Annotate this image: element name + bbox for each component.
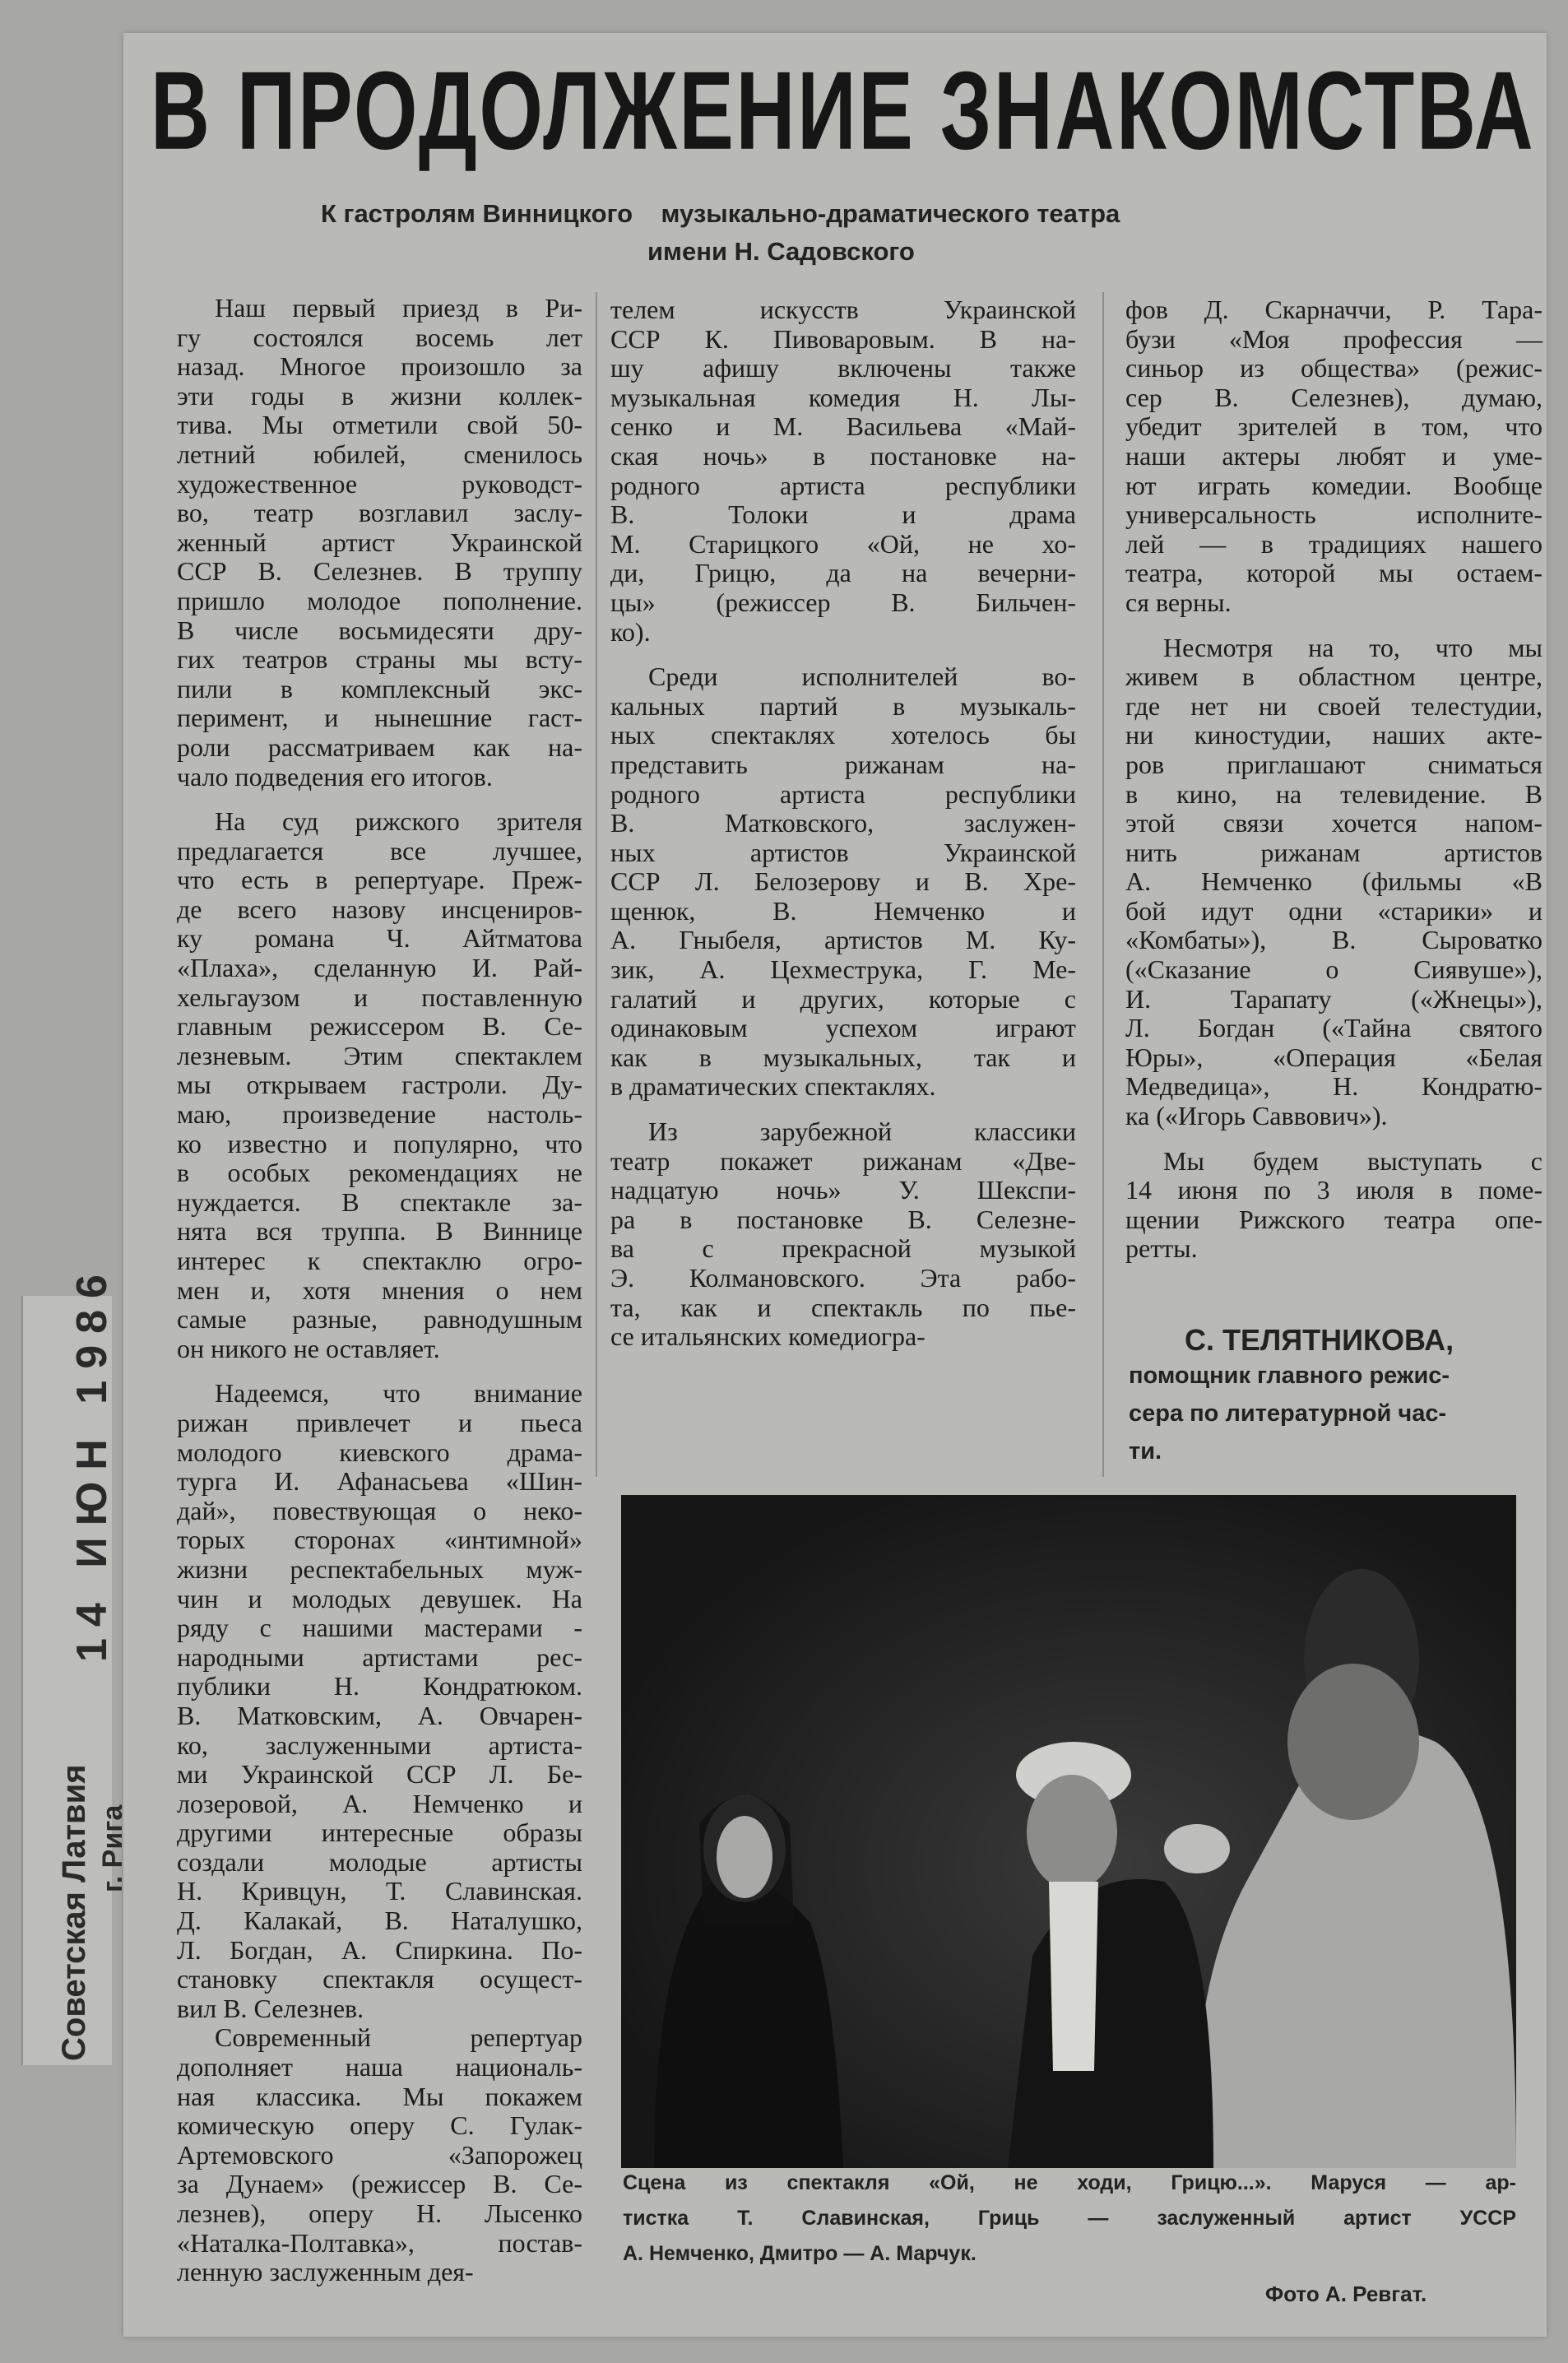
text-line: маю, произведение настоль- bbox=[177, 1099, 582, 1130]
text-line: ных артистов Украинской bbox=[610, 837, 1076, 867]
text-line: комическую оперу С. Гулак- bbox=[177, 2110, 582, 2141]
text-line: вил В. Селезнев. bbox=[177, 1993, 364, 2023]
text-line: перимент, и нынешние гаст- bbox=[177, 703, 582, 733]
article-column-3 bbox=[1125, 295, 1542, 1264]
text-line: представить рижанам на- bbox=[610, 749, 1076, 779]
text-line: Из зарубежной классики bbox=[648, 1117, 1076, 1147]
text-line: убедит зрителей в том, что bbox=[1125, 411, 1542, 442]
text-line: ют играть комедии. Вообще bbox=[1125, 470, 1542, 500]
text-line: ретты. bbox=[1125, 1233, 1198, 1264]
text-line: Н. Кривцун, Т. Славинская. bbox=[177, 1876, 582, 1906]
text-line: летний юбилей, сменилось bbox=[177, 439, 582, 469]
text-line: Мы будем выступать с bbox=[1163, 1145, 1542, 1176]
text-line: ва с прекрасной музыкой bbox=[610, 1233, 1076, 1264]
text-line: ди, Грицю, да на вечерни- bbox=[610, 558, 1076, 588]
text-line: Медведица», Н. Кондратю- bbox=[1125, 1071, 1542, 1102]
text-line: пришло молодое пополнение. bbox=[177, 585, 582, 615]
text-line: Юры», «Операция «Белая bbox=[1125, 1042, 1542, 1072]
text-line: ская ночь» в постановке на- bbox=[610, 440, 1076, 471]
paragraph-gap bbox=[610, 647, 1076, 662]
text-line: В. Матковского, заслужен- bbox=[610, 808, 1076, 838]
text-line: мен и, хотя мнения о нем bbox=[177, 1274, 582, 1305]
text-line: дай», повествующая о неко- bbox=[177, 1495, 582, 1525]
text-line: бой идут одни «старики» и bbox=[1125, 895, 1542, 926]
text-line: молодого киевского драма- bbox=[177, 1437, 582, 1467]
text-line: ров приглашают сниматься bbox=[1125, 749, 1542, 779]
text-line: ССР К. Пивоваровым. В на- bbox=[610, 323, 1076, 354]
text-line: чин и молодых девушек. На bbox=[177, 1583, 582, 1613]
text-line: универсальность исполните- bbox=[1125, 499, 1542, 530]
text-line: рижан привлечет и пьеса bbox=[177, 1407, 582, 1437]
text-line: мы открываем гастроли. Ду- bbox=[177, 1070, 582, 1100]
text-line: ко). bbox=[610, 616, 651, 647]
text-line: ра в постановке В. Селезне- bbox=[610, 1204, 1076, 1234]
text-line: интерес к спектаклю огро- bbox=[177, 1246, 582, 1275]
text-line: ССР В. Селезнев. В труппу bbox=[177, 556, 582, 587]
text-line: пили в комплексный экс- bbox=[177, 673, 582, 703]
text-line: ССР Л. Белозерову и В. Хре- bbox=[610, 866, 1076, 897]
text-line: ных спектаклях хотелось бы bbox=[610, 720, 1076, 750]
text-line: На суд рижского зрителя bbox=[215, 806, 582, 837]
text-line: щенюк, В. Немченко и bbox=[610, 895, 1076, 926]
text-line: «Комбаты»), В. Сыроватко bbox=[1125, 925, 1542, 955]
text-line: 14 июня по 3 июля в поме- bbox=[1125, 1175, 1542, 1205]
text-line: музыкальная комедия Н. Лы- bbox=[610, 382, 1076, 412]
text-line: ряду с нашими мастерами - bbox=[177, 1613, 582, 1643]
text-line: становку спектакля осущест- bbox=[177, 1964, 582, 1994]
text-line: де всего назову инсцениров- bbox=[177, 894, 582, 924]
text-line: фов Д. Скарначчи, Р. Тара- bbox=[1125, 295, 1542, 324]
article-subtitle-line2: имени Н. Садовского bbox=[647, 237, 915, 266]
text-line: бузи «Моя профессия — bbox=[1125, 323, 1542, 354]
paragraph-gap bbox=[177, 792, 582, 807]
paragraph-gap bbox=[610, 1102, 1076, 1117]
text-line: ко известно и популярно, что bbox=[177, 1128, 582, 1158]
text-line: в драматических спектаклях. bbox=[610, 1071, 936, 1102]
text-line: М. Старицкого «Ой, не хо- bbox=[610, 528, 1076, 559]
article-title: В ПРОДОЛЖЕНИЕ ЗНАКОМСТВА bbox=[151, 48, 1536, 173]
text-line: сер В. Селезнев), думаю, bbox=[1125, 382, 1542, 412]
author-role: сера по литературной час- bbox=[1129, 1400, 1447, 1427]
photo-caption: Сцена из спектакля «Ой, не ходи, Грицю...». Маруся — ар- bbox=[623, 2171, 1516, 2194]
text-line: эти годы в жизни коллек- bbox=[177, 380, 582, 411]
text-line: торых сторонах «интимной» bbox=[177, 1525, 582, 1555]
text-line: гу состоялся восемь лет bbox=[177, 322, 582, 352]
text-line: чало подведения его итогов. bbox=[177, 761, 493, 792]
text-line: лозеровой, А. Немченко и bbox=[177, 1788, 582, 1818]
text-line: художественное руководст- bbox=[177, 468, 582, 499]
text-line: В. Матковским, А. Овчарен- bbox=[177, 1700, 582, 1730]
paragraph-gap bbox=[1125, 618, 1542, 634]
text-line: как в музыкальных, так и bbox=[610, 1042, 1076, 1072]
text-line: щении Рижского театра опе- bbox=[1125, 1204, 1542, 1234]
text-line: Надеемся, что внимание bbox=[215, 1378, 582, 1409]
photo-caption: А. Немченко, Дмитро — А. Марчук. bbox=[623, 2242, 977, 2265]
text-line: роли рассматриваем как на- bbox=[177, 731, 582, 762]
text-line: лезневым. Этим спектаклем bbox=[177, 1040, 582, 1070]
text-line: турга И. Афанасьева «Шин- bbox=[177, 1466, 582, 1497]
text-line: одинаковым успехом играют bbox=[610, 1013, 1076, 1043]
text-line: Несмотря на то, что мы bbox=[1163, 632, 1542, 662]
text-line: Л. Богдан, А. Спиркина. По- bbox=[177, 1934, 582, 1965]
text-line: главным режиссером В. Се- bbox=[177, 1011, 582, 1042]
photo-credit: Фото А. Ревгат. bbox=[1265, 2282, 1427, 2306]
text-line: за Дунаем» (режиссер В. Се- bbox=[177, 2169, 582, 2199]
text-line: се итальянских комедиогра- bbox=[610, 1321, 925, 1352]
stamp-date: 14 ИЮН 1986 bbox=[68, 1263, 116, 1662]
text-line: где нет ни своей телестудии, bbox=[1125, 690, 1542, 721]
text-line: галатий и других, которые с bbox=[610, 983, 1076, 1014]
text-line: Э. Колмановского. Эта рабо- bbox=[610, 1263, 1076, 1293]
article-subtitle: К гастролям Винницкого музыкально-драматического театра bbox=[321, 199, 1120, 228]
text-line: цы» (режиссер В. Бильчен- bbox=[610, 587, 1076, 617]
text-line: тива. Мы отметили свой 50- bbox=[177, 410, 582, 440]
paragraph-gap bbox=[1125, 1131, 1542, 1147]
text-line: нить рижанам артистов bbox=[1125, 837, 1542, 867]
text-line: народными артистами рес- bbox=[177, 1641, 582, 1672]
text-line: А. Гныбеля, артистов М. Ку- bbox=[610, 925, 1076, 955]
paragraph-gap bbox=[177, 1363, 582, 1379]
text-line: во, театр возглавил заслу- bbox=[177, 498, 582, 528]
author-name: С. ТЕЛЯТНИКОВА, bbox=[1185, 1323, 1454, 1357]
text-line: В числе восьмидесяти дру- bbox=[177, 615, 582, 645]
text-line: ко, заслуженными артиста- bbox=[177, 1729, 582, 1760]
text-line: нята вся труппа. В Виннице bbox=[177, 1216, 582, 1246]
text-line: публики Н. Кондратюком. bbox=[177, 1671, 582, 1701]
text-line: живем в областном центре, bbox=[1125, 662, 1542, 692]
stamp-newspaper: Советская Латвия bbox=[56, 1764, 92, 2061]
text-line: назад. Многое произошло за bbox=[177, 351, 582, 382]
text-line: ми Украинской ССР Л. Бе- bbox=[177, 1759, 582, 1790]
column-divider bbox=[596, 292, 597, 1477]
stamp-city: г. Рига bbox=[97, 1804, 128, 1892]
text-line: Среди исполнителей во- bbox=[648, 662, 1076, 692]
text-line: что есть в репертуаре. Преж- bbox=[177, 865, 582, 895]
text-line: другими интересные образы bbox=[177, 1818, 582, 1848]
text-line: предлагается все лучшее, bbox=[177, 835, 582, 866]
text-line: дополняет наша националь- bbox=[177, 2052, 582, 2082]
text-line: жизни респектабельных муж- bbox=[177, 1553, 582, 1584]
text-line: Наш первый приезд в Ри- bbox=[215, 293, 582, 323]
text-line: самые разные, равнодушным bbox=[177, 1304, 582, 1335]
text-line: ку романа Ч. Айтматова bbox=[177, 923, 582, 954]
text-line: Артемовского «Запорожец bbox=[177, 2139, 582, 2170]
text-line: женный артист Украинской bbox=[177, 527, 582, 557]
text-line: театра, которой мы остаем- bbox=[1125, 558, 1542, 588]
text-line: «Плаха», сделанную И. Рай- bbox=[177, 953, 582, 983]
theatre-scene-photo bbox=[621, 1495, 1516, 2168]
text-line: создали молодые артисты bbox=[177, 1846, 582, 1877]
text-line: сенко и М. Васильева «Май- bbox=[610, 411, 1076, 442]
article-column-2 bbox=[610, 295, 1076, 1352]
text-line: И. Тарапату («Жнецы»), bbox=[1125, 983, 1542, 1014]
text-line: «Наталка-Полтавка», постав- bbox=[177, 2227, 582, 2258]
text-line: лезнев), оперу Н. Лысенко bbox=[177, 2198, 582, 2228]
text-line: родного артиста республики bbox=[610, 470, 1076, 500]
text-line: шу афишу включены также bbox=[610, 353, 1076, 383]
column-divider bbox=[1102, 292, 1104, 1477]
text-line: Современный репертуар bbox=[215, 2022, 582, 2053]
text-line: та, как и спектакль по пье- bbox=[610, 1292, 1076, 1322]
text-line: Л. Богдан («Тайна святого bbox=[1125, 1013, 1542, 1043]
photo-caption: тистка Т. Славинская, Гриць — заслуженный артист УССР bbox=[623, 2207, 1516, 2230]
text-line: Д. Калакай, В. Наталушко, bbox=[177, 1906, 582, 1936]
text-line: зик, А. Цехместрука, Г. Ме- bbox=[610, 954, 1076, 985]
text-line: в кино, на телевидение. В bbox=[1125, 778, 1542, 809]
text-line: ная классика. Мы покажем bbox=[177, 2081, 582, 2111]
text-line: В. Толоки и драма bbox=[610, 499, 1076, 530]
text-line: нуждается. В спектакле за- bbox=[177, 1186, 582, 1217]
text-line: телем искусств Украинской bbox=[610, 295, 1076, 324]
text-line: синьор из общества» (режис- bbox=[1125, 353, 1542, 383]
text-line: этой связи хочется напом- bbox=[1125, 808, 1542, 838]
text-line: ни киностудии, наших акте- bbox=[1125, 720, 1542, 750]
text-line: лей — в традициях нашего bbox=[1125, 528, 1542, 559]
text-line: наши актеры любят и уме- bbox=[1125, 440, 1542, 471]
text-line: А. Немченко (фильмы «В bbox=[1125, 866, 1542, 897]
text-line: он никого не оставляет. bbox=[177, 1333, 440, 1363]
text-line: («Сказание о Сиявуше»), bbox=[1125, 954, 1542, 985]
text-line: кальных партий в музыкаль- bbox=[610, 690, 1076, 721]
article-column-1 bbox=[177, 294, 582, 2287]
text-line: хельгаузом и поставленную bbox=[177, 982, 582, 1012]
text-line: ся верны. bbox=[1125, 587, 1232, 617]
text-line: надцатую ночь» У. Шекспи- bbox=[610, 1175, 1076, 1205]
text-line: в особых рекомендациях не bbox=[177, 1158, 582, 1188]
text-line: гих театров страны мы всту- bbox=[177, 644, 582, 675]
author-role: помощник главного режис- bbox=[1129, 1363, 1450, 1389]
author-role: ти. bbox=[1129, 1438, 1162, 1465]
text-line: театр покажет рижанам «Две- bbox=[610, 1145, 1076, 1176]
text-line: родного артиста республики bbox=[610, 778, 1076, 809]
text-line: ленную заслуженным дея- bbox=[177, 2257, 474, 2287]
text-line: ка («Игорь Саввович»). bbox=[1125, 1101, 1388, 1131]
